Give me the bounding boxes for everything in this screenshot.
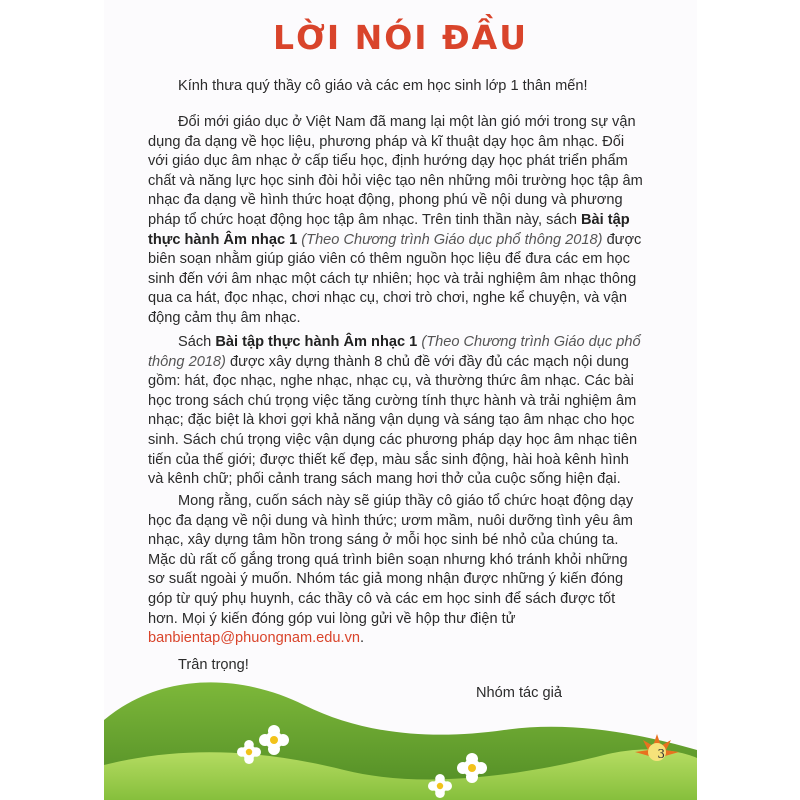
paragraph-3-text-b: . — [360, 630, 365, 647]
page-title: LỜI NÓI ĐẦU — [272, 18, 529, 57]
paragraph-2-text-a: Sách — [178, 334, 216, 350]
paragraph-1-text-a: Đổi mới giáo dục ở Việt Nam đã mang lại một làn gió mới trong sự vận dụng đa dạng về học liệu, phương pháp và kĩ thuật dạy học âm nhạc. Đối với giáo dục âm nhạc ở cấp tiểu học, định hướng dạy học phát triển phẩm chất và năng lực học sinh đòi hỏi việc tạo nên những môi trường học tập âm nhạc đa dạng về hình thức hoạt động, phong phú về nội dung và phương pháp tổ chức hoạt động học tập âm nhạc. Trên tinh thần này, sách — [148, 114, 643, 228]
paragraph-3-text-a: Mong rằng, cuốn sách này sẽ giúp thầy cô giáo tổ chức hoạt động dạy học đa dạng về nội dung và hình thức; ươm mầm, nuôi dưỡng tình yêu âm nhạc, xây dựng tâm hồn trong sáng ở mỗi học sinh bé nhỏ của chúng ta. Mặc dù rất cố gắng trong quá trình biên soạn nhưng khó tránh khỏi những sơ suất ngoài ý muốn. Nhóm tác giả mong nhận được những ý kiến đóng góp từ quý phụ huynh, các thầy cô và các em học sinh để sách được tốt hơn. Mọi ý kiến đóng góp vui lòng gửi về hộp thư điện tử — [148, 493, 634, 627]
paragraph-1 — [148, 113, 648, 329]
email-link[interactable]: banbientap@phuongnam.edu.vn — [148, 630, 361, 647]
paragraph-2-text-b: được xây dựng thành 8 chủ đề với đầy đủ các mạch nội dung gồm: hát, đọc nhạc, nghe nhạc, nhạc cụ, và thường thức âm nhạc. Các bài học trong sách chú trọng việc tăng cường tính thực hành và trải nghiệm âm nhạc; đặc biệt là khơi gợi khả năng vận dụng và sáng tạo âm nhạc cho học sinh. Sách chú trọng việc vận dụng các phương pháp dạy học âm nhạc tiên tiến của thế giới; được thiết kế đẹp, màu sắc sinh động, hài hoà kênh hình và kênh chữ; phối cảnh trang sách mang hơi thở của cuộc sống hiện đại. — [148, 353, 638, 488]
paragraph-1-curriculum-note: (Theo Chương trình Giáo dục phổ thông 2018) — [297, 231, 603, 248]
paragraph-2 — [148, 333, 648, 490]
page-number: 3 — [657, 747, 665, 761]
greeting — [148, 77, 648, 97]
paragraph-2-curriculum-note: (Theo Chương trình Giáo dục phổ thông 2018) — [148, 334, 641, 370]
paragraph-1-book-title: Bài tập thực hành Âm nhạc 1 — [148, 211, 630, 248]
paragraph-1-text-b: được biên soạn nhằm giúp giáo viên có thêm nguồn học liệu để đưa các em học sinh đến với âm nhạc một cách tự nhiên; học và trải nghiệm âm nhạc thông qua ca hát, đọc nhạc, chơi nhạc cụ, chơi trò chơi, nghe kể chuyện, và vận động cảm thụ âm nhạc. — [148, 231, 642, 326]
paragraph-3 — [148, 492, 648, 649]
paragraph-2-book-title: Bài tập thực hành Âm nhạc 1 — [215, 334, 418, 350]
greeting-text: Kính thưa quý thầy cô giáo và các em học sinh lớp 1 thân mến! — [178, 78, 588, 94]
signature: Nhóm tác giả — [476, 685, 562, 701]
closing-text: Trân trọng! — [178, 657, 249, 673]
book-page — [104, 0, 697, 800]
landscape-illustration — [104, 650, 697, 800]
